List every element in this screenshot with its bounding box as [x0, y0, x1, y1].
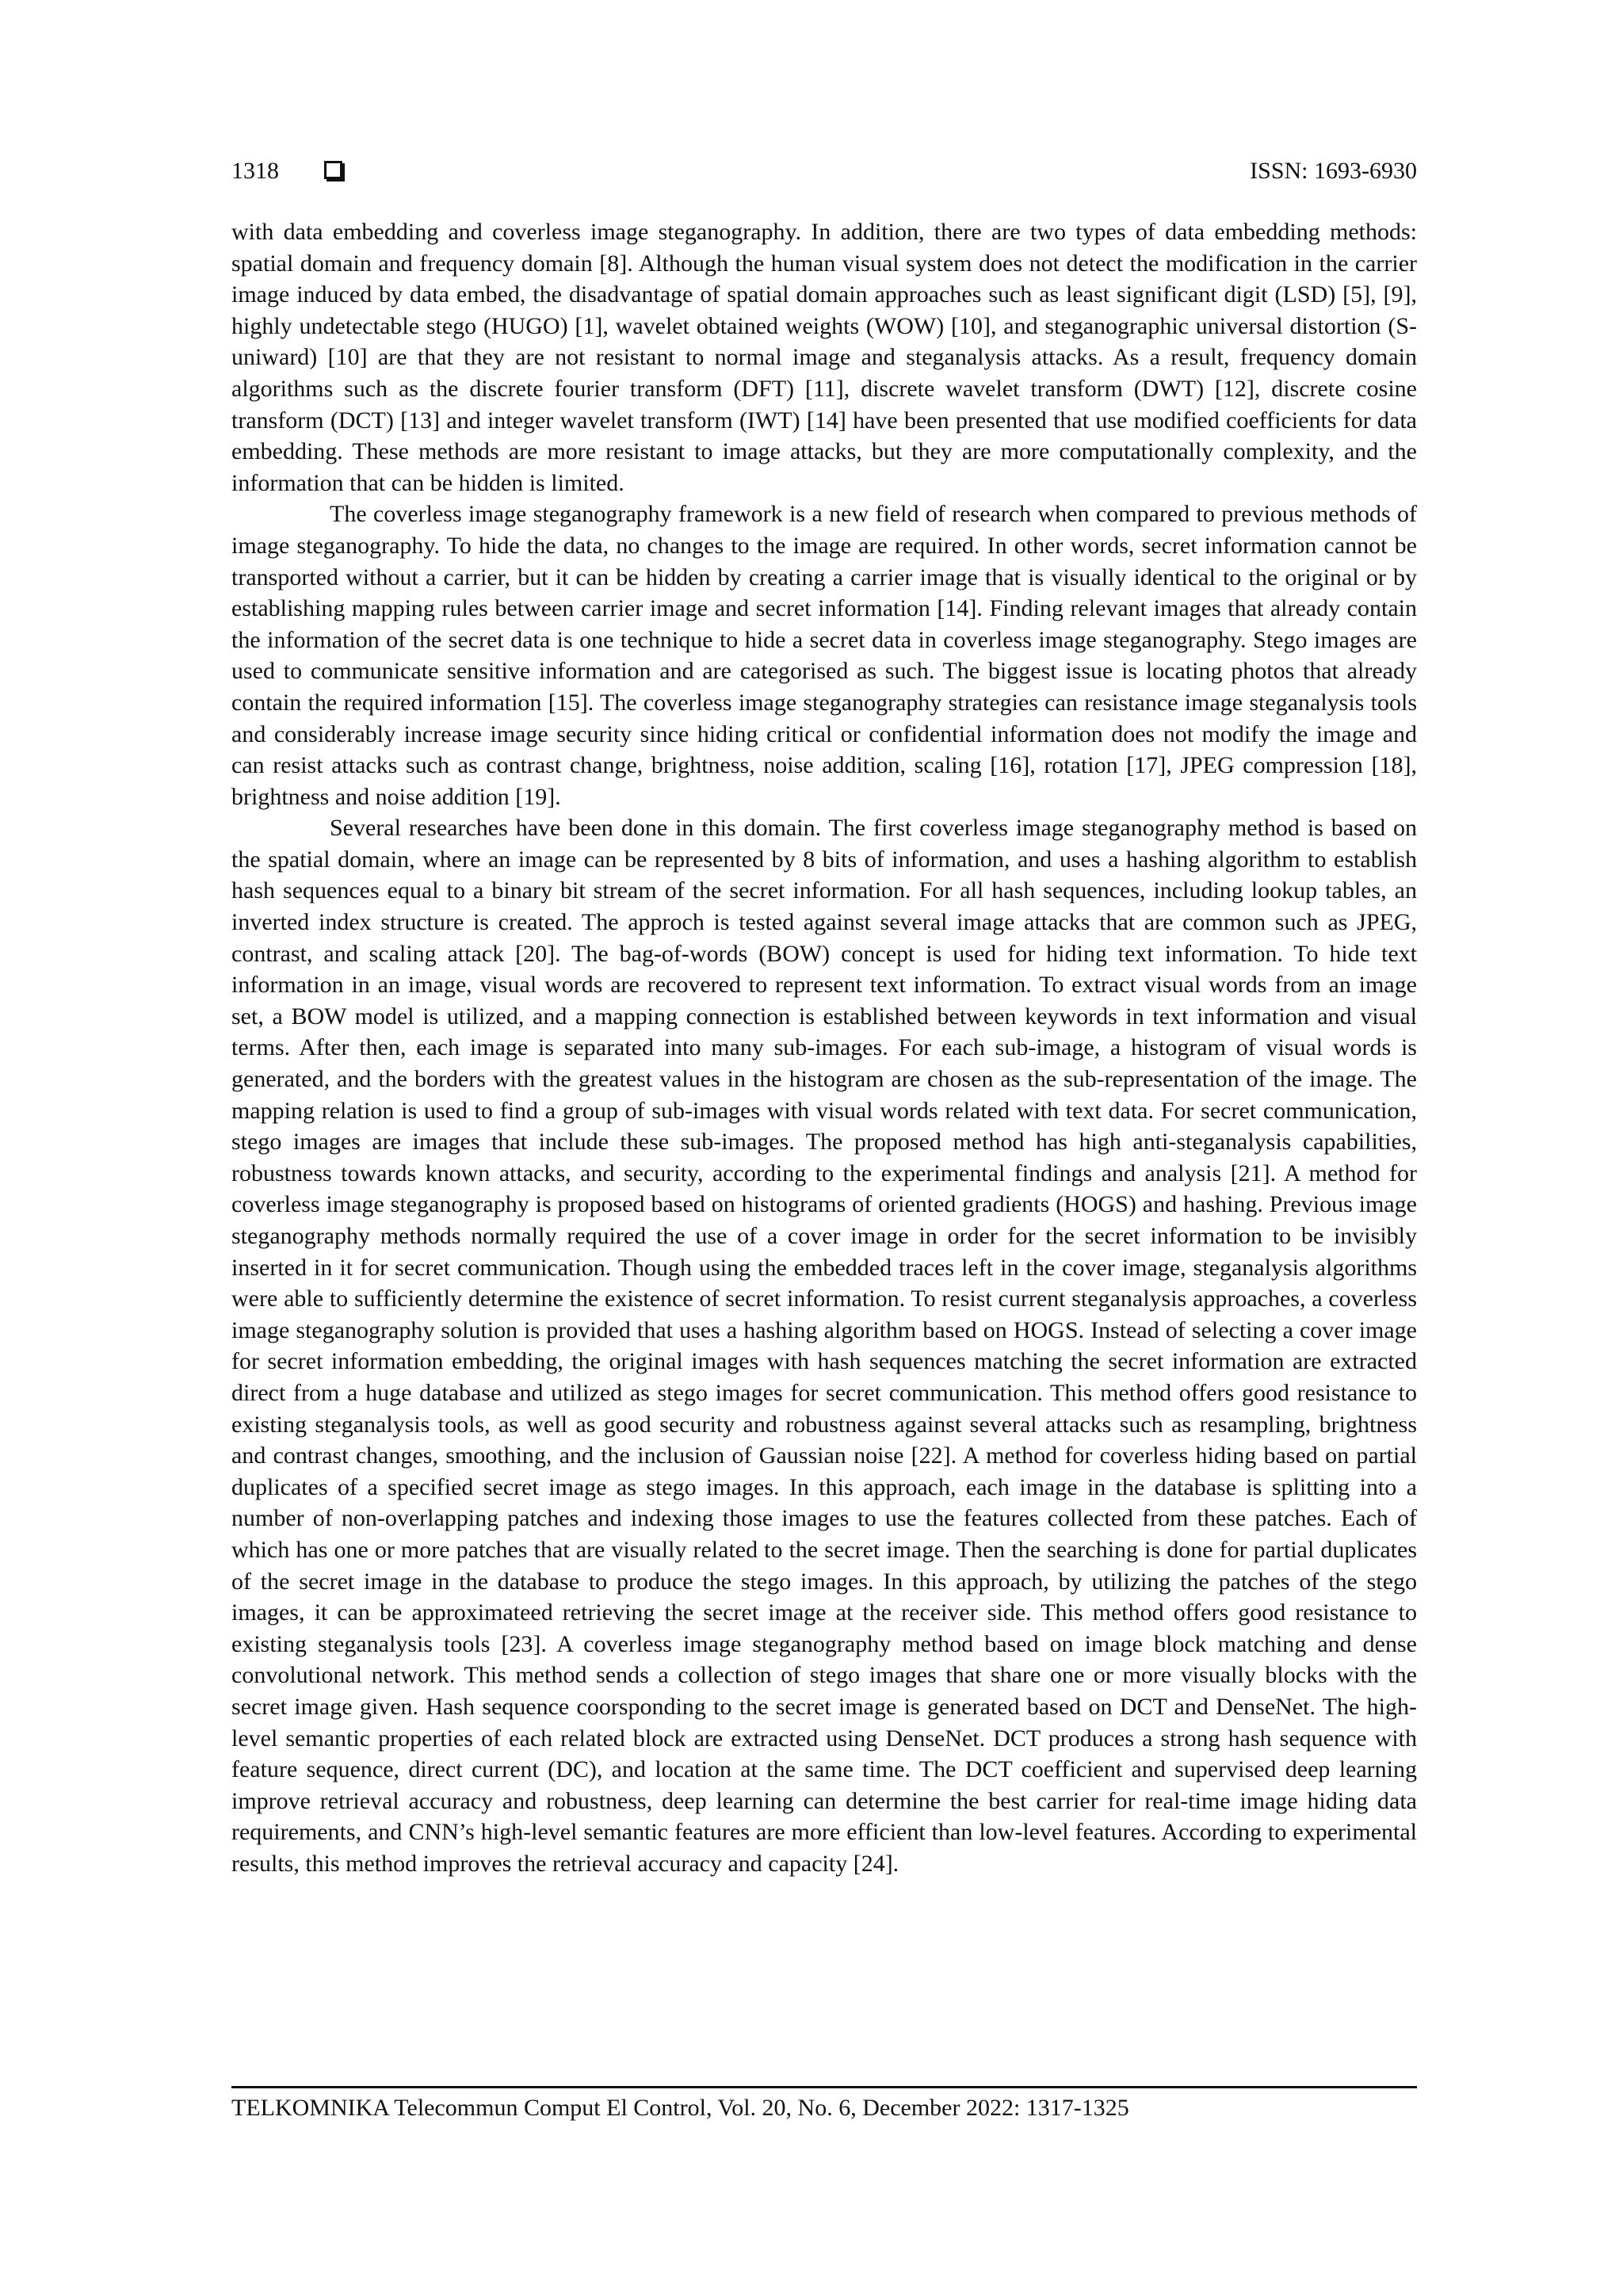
paragraph: The coverless image steganography framework is a new field of research when compared to previous methods of image steganography. To hide the data, no changes to the image are required. In other words, secret information cannot be transported without a carrier, but it can be hidden by creating a carrier image that is visually identical to the original or by establishing mapping rules between carrier image and secret information [14]. Finding relevant images that already contain the information of the secret data is one technique to hide a secret data in coverless image steganography. Stego images are used to communicate sensitive information and are categorised as such. The biggest issue is locating photos that already contain the required information [15]. The coverless image steganography strategies can resistance image steganalysis tools and considerably increase image security since hiding critical or confidential information does not modify the image and can resist attacks such as contrast change, brightness, noise addition, scaling [16], rotation [17], JPEG compression [18], brightness and noise addition [19].	[231, 501, 1417, 810]
body-text	[231, 216, 1417, 1879]
paragraph: Several researches have been done in this domain. The first coverless image steganography method is based on the spatial domain, where an image can be represented by 8 bits of information, and uses a hashing algorithm to establish hash sequences equal to a binary bit stream of the secret information. For all hash sequences, including lookup tables, an inverted index structure is created. The approch is tested against several image attacks that are common such as JPEG, contrast, and scaling attack [20]. The bag-of-words (BOW) concept is used for hiding text information. To hide text information in an image, visual words are recovered to represent text information. To extract visual words from an image set, a BOW model is utilized, and a mapping connection is established between keywords in text information and visual terms. After then, each image is separated into many sub-images. For each sub-image, a histogram of visual words is generated, and the borders with the greatest values in the histogram are chosen as the sub-representation of the image. The mapping relation is used to find a group of sub-images with visual words related with text data. For secret communication, stego images are images that include these sub-images. The proposed method has high anti-steganalysis capabilities, robustness towards known attacks, and security, according to the experimental findings and analysis [21]. A method for coverless image steganography is proposed based on histograms of oriented gradients (HOGS) and hashing. Previous image steganography methods normally required the use of a cover image in order for the secret information to be invisibly inserted in it for secret communication. Though using the embedded traces left in the cover image, steganalysis algorithms were able to sufficiently determine the existence of secret information. To resist current steganalysis approaches, a coverless image steganography solution is provided that uses a hashing algorithm based on HOGS. Instead of selecting a cover image for secret information embedding, the original images with hash sequences matching the secret information are extracted direct from a huge database and utilized as stego images for secret communication. This method offers good resistance to existing steganalysis tools, as well as good security and robustness against several attacks such as resampling, brightness and contrast changes, smoothing, and the inclusion of Gaussian noise [22]. A method for coverless hiding based on partial duplicates of a specified secret image as stego images. In this approach, each image in the database is splitting into a number of non-overlapping patches and indexing those images to use the features collected from these patches. Each of which has one or more patches that are visually related to the secret image. Then the searching is done for partial duplicates of the secret image in the database to produce the stego images. In this approach, by utilizing the patches of the stego images, it can be approximateed retrieving the secret image at the receiver side. This method offers good resistance to existing steganalysis tools [23]. A coverless image steganography method based on image block matching and dense convolutional network. This method sends a collection of stego images that share one or more visually blocks with the secret image given. Hash sequence coorsponding to the secret image is generated based on DCT and DenseNet. The high-level semantic properties of each related block are extracted using DenseNet. DCT produces a strong hash sequence with feature sequence, direct current (DC), and location at the same time. The DCT coefficient and supervised deep learning improve retrieval accuracy and robustness, deep learning can determine the best carrier for real-time image hiding data requirements, and CNN’s high-level semantic features are more efficient than low-level features. According to experimental results, this method improves the retrieval accuracy and capacity [24].	[231, 815, 1417, 1877]
footer-divider	[231, 2086, 1417, 2088]
footer-citation: TELKOMNIKA Telecommun Comput El Control, Vol. 20, No. 6, December 2022: 1317-1325	[231, 2095, 1129, 2121]
square-bullet-icon	[324, 161, 342, 179]
paragraph: with data embedding and coverless image steganography. In addition, there are two types of data embedding methods: spatial domain and frequency domain [8]. Although the human visual system does not detect the modification in the carrier image induced by data embed, the disadvantage of spatial domain approaches such as least significant digit (LSD) [5], [9], highly undetectable stego (HUGO) [1], wavelet obtained weights (WOW) [10], and steganographic universal distortion (S-uniward) [10] are that they are not resistant to normal image and steganalysis attacks. As a result, frequency domain algorithms such as the discrete fourier transform (DFT) [11], discrete wavelet transform (DWT) [12], discrete cosine transform (DCT) [13] and integer wavelet transform (IWT) [14] have been presented that use modified coefficients for data embedding. These methods are more resistant to image attacks, but they are more computationally complexity, and the information that can be hidden is limited.	[231, 219, 1417, 496]
issn-label: ISSN: 1693-6930	[1250, 158, 1417, 184]
page-header	[231, 155, 1417, 187]
page-number: 1318	[231, 158, 279, 184]
